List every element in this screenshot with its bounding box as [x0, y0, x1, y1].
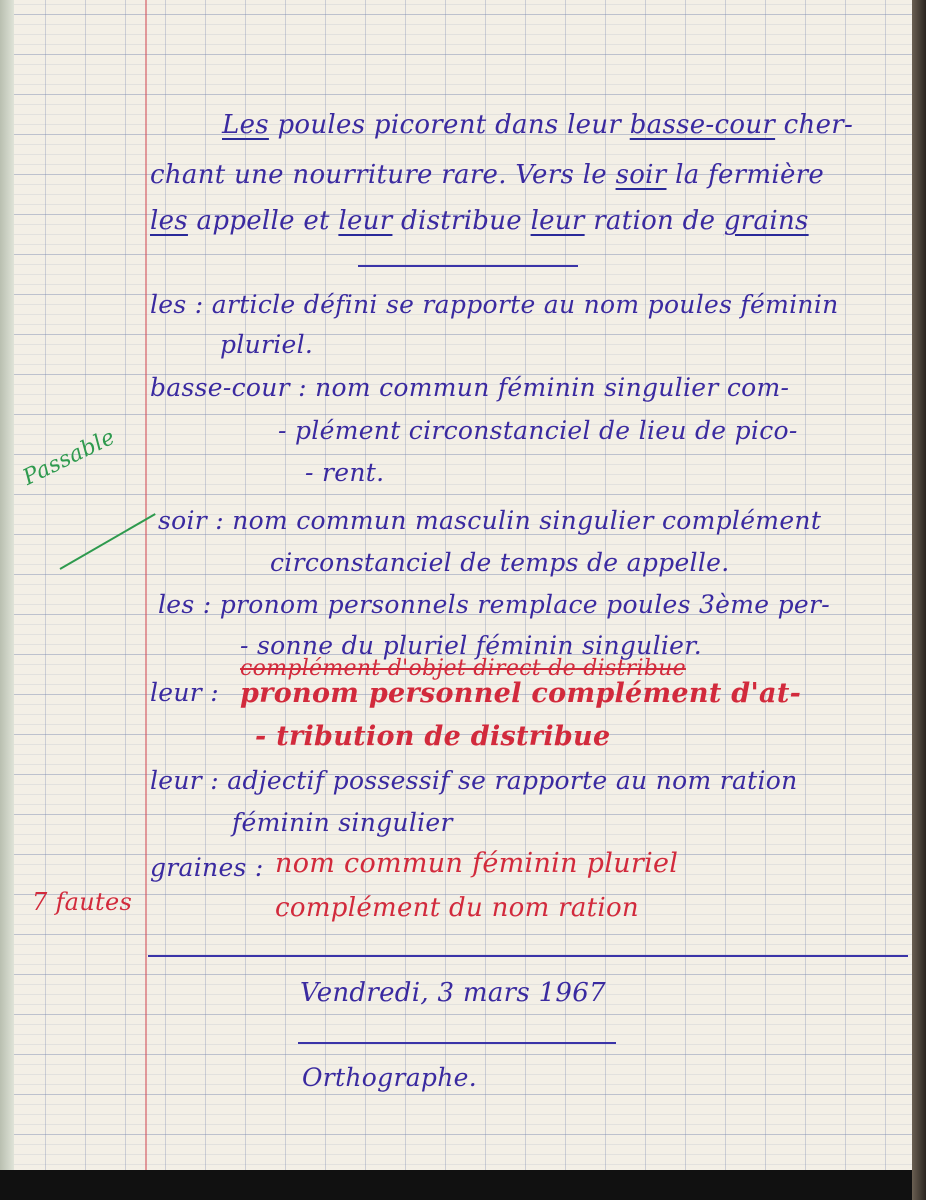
- analysis-les-2-line-1: les : pronom personnels remplace poules 3ème per-: [158, 590, 831, 619]
- analysis-basse-cour-line-2: - plément circonstanciel de lieu de pico-: [278, 416, 798, 445]
- faults-count: 7 fautes: [32, 888, 133, 916]
- analysis-leur-crossed-correction: complément d'objet direct de distribue: [240, 656, 686, 681]
- section-rule: [148, 955, 908, 957]
- lesson-date: Vendredi, 3 mars 1967: [300, 978, 606, 1008]
- analysis-leur-2-line-2: féminin singulier: [232, 808, 453, 837]
- analysis-graines-line-2: complément du nom ration: [275, 893, 639, 923]
- analysis-basse-cour-line-1: basse-cour : nom commun féminin singulier com-: [150, 373, 790, 402]
- dictation-text: appelle et: [187, 206, 339, 236]
- underlined-word: grains: [723, 206, 809, 236]
- analysis-les-line-2: pluriel.: [220, 330, 314, 359]
- analysis-soir-line-1: soir : nom commun masculin singulier complément: [158, 506, 822, 535]
- dictation-text: la fermière: [666, 160, 825, 190]
- lesson-subject: Orthographe.: [302, 1063, 477, 1092]
- analysis-soir-line-2: circonstanciel de temps de appelle.: [270, 548, 730, 577]
- grade-stroke: [60, 513, 156, 570]
- page-left-edge: [0, 0, 14, 1185]
- analysis-leur-line-2: - tribution de distribue: [255, 721, 611, 752]
- analysis-les-line-1: les : article défini se rapporte au nom poules féminin: [150, 290, 839, 319]
- underlined-word: leur: [530, 206, 585, 236]
- analysis-leur-line-1: pronom personnel complément d'at-: [240, 678, 802, 709]
- dictation-line-1: [222, 112, 853, 138]
- page-bottom-edge: [0, 1170, 916, 1185]
- dictation-text: poules picorent dans leur: [268, 110, 630, 140]
- date-rule: [298, 1042, 616, 1044]
- dictation-text: ration de: [584, 206, 724, 236]
- dictation-text: distribue: [392, 206, 531, 236]
- dictation-line-3: [150, 208, 809, 234]
- separator-rule: [358, 265, 578, 267]
- analysis-basse-cour-line-3: - rent.: [305, 458, 385, 487]
- underlined-word: basse-cour: [629, 110, 776, 140]
- analysis-leur-2-line-1: leur : adjectif possessif se rapporte au nom ration: [150, 766, 798, 795]
- underlined-word: soir: [615, 160, 667, 190]
- dictation-text: chant une nourriture rare. Vers le: [150, 160, 616, 190]
- underlined-word: les: [150, 206, 188, 236]
- margin-line: [145, 0, 147, 1185]
- grade-mark: Passable: [19, 424, 120, 491]
- analysis-graines-line-1: nom commun féminin pluriel: [275, 848, 679, 879]
- notebook-binding: [912, 0, 926, 1200]
- analysis-graines-label: graines :: [150, 853, 264, 882]
- analysis-les-2-line-2: - sonne du pluriel féminin singulier.: [240, 631, 703, 660]
- analysis-leur-label: leur :: [150, 678, 220, 707]
- dictation-text: cher-: [775, 110, 854, 140]
- dictation-line-2: [150, 162, 824, 188]
- underlined-word: Les: [222, 110, 269, 140]
- underlined-word: leur: [338, 206, 393, 236]
